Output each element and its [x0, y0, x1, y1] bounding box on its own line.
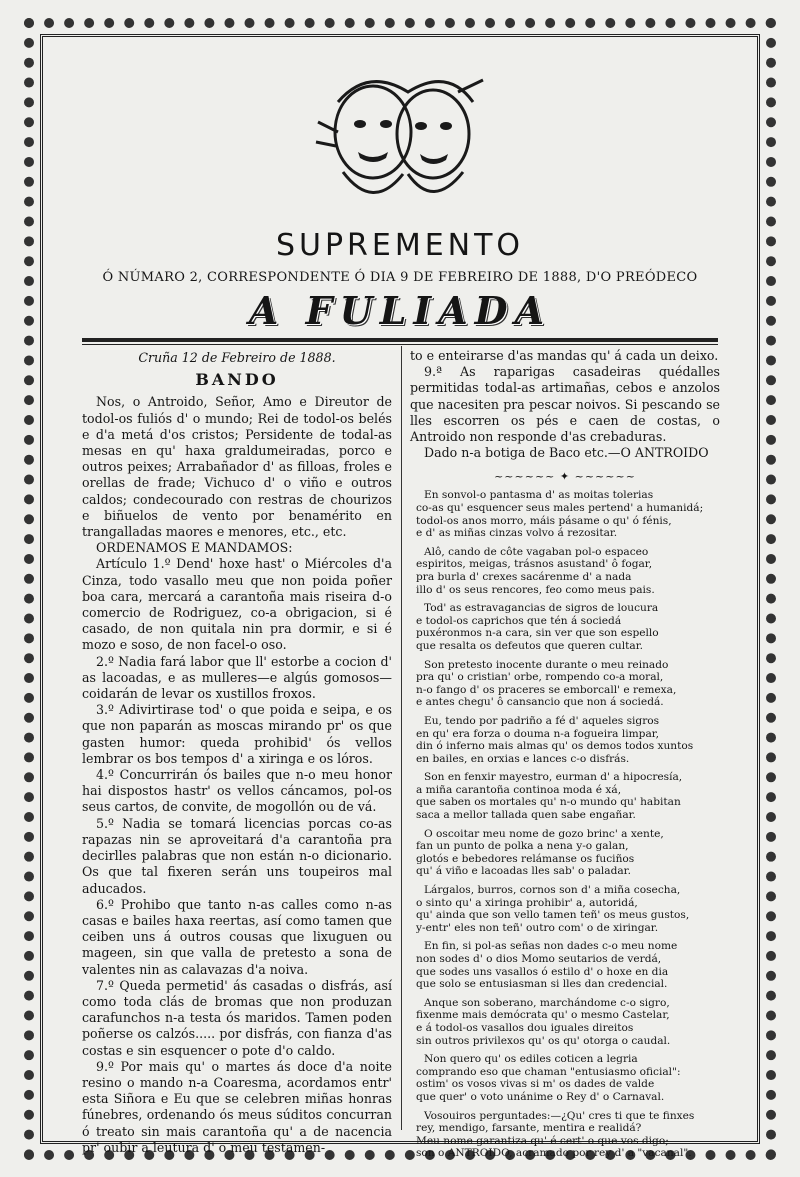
poem-line: y-entr' eles non teñ' outro com' o de xiringar. — [416, 921, 659, 934]
poem-line: rey, mendigo, farsante, mentira e realidá? — [416, 1122, 642, 1135]
header-rule — [82, 338, 718, 342]
poem-line: pra qu' o cristian' orbe, rompendo co-a moral, — [416, 671, 664, 684]
poem-stanza — [410, 546, 720, 596]
carnival-masks-illustration — [298, 62, 498, 212]
poem-line: e d' as miñas cinzas volvo á rezositar. — [416, 527, 618, 540]
left-column — [82, 348, 392, 1156]
poem-line: Meu nome garantiza qu' é cert' o que vos digo; — [416, 1134, 669, 1147]
poem-line: e antes chegu' ô cansancio que non á sociedá. — [416, 696, 664, 709]
poem-line: todol-os anos morro, máis pásame o qu' ó fénis, — [416, 514, 672, 527]
continuation-text: to e enteirarse d'as mandas qu' á cada un deixo. — [410, 348, 719, 363]
poem-stanza — [410, 1110, 720, 1160]
poem-line: glotós e bebedores relámanse os fuciños — [416, 852, 635, 865]
poem-stanza — [410, 940, 720, 990]
poem-stanza — [410, 489, 720, 539]
header-rule-thin — [82, 344, 718, 345]
poem-line: e todol-os caprichos que tén á sociedá — [416, 614, 622, 627]
poem-line: Alô, cando de côte vagaban pol-o espaceo — [424, 545, 649, 558]
signoff: Dado n-a botiga de Baco etc.—O ANTROIDO — [424, 445, 709, 461]
poem-line: e á todol-os vasallos dou iguales direitos — [416, 1021, 634, 1034]
poem-stanza — [410, 884, 720, 934]
article-4: 4.º Concurrirán ós bailes que n-o meu honor hai dispostos hastr' os vellos cáncamos, pol-os seus cartos, de convite, de mogollón ou de vá. — [82, 767, 392, 815]
poem-line: sin outros privilexos qu' os qu' otorga o caudal. — [416, 1034, 671, 1047]
poem-line: que resalta os defeutos que queren cultar. — [416, 639, 643, 652]
article-7: 7.º Queda permetid' ás casadas o disfrás, así como toda clás de bromas que non produzan carafunchos n-a testa ós maridos. Tamen poden poñerse os calzós..... por disfrás, con fianza d'as costas e sin esquencer o pote d'o caldo. — [82, 977, 392, 1058]
poem-line: o sinto qu' a xiringa prohibir' a, autoridá, — [416, 896, 638, 909]
poem-line: saca a mellor tallada quen sabe engañar. — [416, 809, 636, 822]
poem-line: co-as qu' esquencer seus males pertend' a humanidá; — [416, 502, 704, 515]
poem-line: fixenme mais demócrata qu' o mesmo Castelar, — [416, 1009, 670, 1022]
poem-stanza — [410, 771, 720, 821]
poem-line: que saben os mortales qu' n-o mundo qu' habitan — [416, 796, 681, 809]
poem-line: Non quero qu' os ediles coticen a legria — [424, 1053, 638, 1066]
poem-line: Anque son soberano, marchándome c-o sigro, — [424, 996, 670, 1009]
poem-line: puxéronmos n-a cara, sin ver que son espello — [416, 627, 659, 640]
poem-stanza — [410, 715, 720, 765]
poem-line: Tod' as estravagancias de sigros de loucura — [424, 602, 659, 615]
right-column — [410, 348, 720, 1166]
poem-stanza — [410, 828, 720, 878]
poem-line: non sodes d' o dios Momo seutarios de verdá, — [416, 953, 662, 966]
column-divider — [401, 346, 402, 1130]
poem-line: pra burla d' crexes sacárenme d' a nada — [416, 570, 632, 583]
poem-line: ostim' os vosos vivas si m' os dades de valde — [416, 1078, 655, 1091]
decree-line: ORDENAMOS E MANDAMOS: — [96, 540, 293, 556]
poem-line: En fin, si pol-as señas non dades c-o meu nome — [424, 940, 678, 953]
poem-line: que solo se entusiasman si lles dan credencial. — [416, 978, 668, 991]
poem-line: En sonvol-o pantasma d' as moitas tolerias — [424, 489, 654, 502]
poem-line: illo d' os seus rencores, feo como meus pais. — [416, 583, 655, 596]
article-3: 3.º Adivirtirase tod' o que poida e seipa, e os que non paparán as moscas mirando pr' os que gasten humor: queda prohibid' ós vellos lembrar os bos tempos d' a xiringa e os lóros. — [82, 702, 392, 766]
poem-line: qu' ainda que son vello tamen teñ' os meus gustos, — [416, 909, 690, 922]
poem-line: que sodes uns vasallos ó estilo d' o hoxe en dia — [416, 965, 669, 978]
article-2: 2.º Nadia fará labor que ll' estorbe a cocion d' as lacoadas, e as mulleres—e algús gomosos—coidarán de levar os xustillos froxos. — [82, 653, 392, 702]
poem-line: en qu' era forza o douma n-a fogueira limpar, — [416, 727, 660, 740]
intro-paragraph: Nos, o Antroido, Señor, Amo e Direutor de todol-os fuliós d' o mundo; Rei de todol-os belés e d'a metá d'os cristos; Persidente de todal-as mesas en qu' haxa graldumeiradas, porco e outros peixes; Arrabañador d' as filloas, froles e orellas de frade; Vichuco d' o viño e outros caldos; condecourado con restras de chourizos e biñuelos de vento por benamérito en trangalladas maores e menores, etc., etc. — [82, 394, 392, 540]
poem-line: en bailes, en orxias e lances c-o disfrás. — [416, 752, 630, 765]
issue-subtitle: Ó NÚMARO 2, CORRESPONDENTE Ó DIA 9 DE FEBREIRO DE 1888, D'O PREÓDECO — [102, 270, 698, 285]
article-1: Artículo 1.º Dend' hoxe hast' o Miércoles d'a Cinza, todo vasallo meu que non poida poñer boa cara, mercará a carantoña mais riseira d-o comercio de Rodriguez, co-a obrigacion, si é casado, de non quitala nin pra dormir, e si é mozo e soso, de non facel-o oso. — [82, 556, 392, 653]
poem-line: din ó inferno mais almas qu' os demos todos xuntos — [416, 740, 694, 753]
poem-line: espiritos, meigas, trásnos asustand' ô fogar, — [416, 558, 653, 571]
poem-stanza — [410, 997, 720, 1047]
poem-stanza — [410, 1053, 720, 1103]
poem-line: Vosouiros perguntades:—¿Qu' cres ti que te finxes — [424, 1109, 695, 1122]
poem-line: son o ANTROIDO, acramado por rey d' a "vacanal". — [416, 1147, 692, 1160]
poem-line: comprando eso que chaman "entusiasmo oficial": — [416, 1065, 681, 1078]
supplement-title: SUPREMENTO — [275, 228, 525, 263]
poem-line: Son en fenxir mayestro, eurman d' a hipocresía, — [424, 771, 683, 784]
poem-stanza — [410, 659, 720, 709]
article-9: 9.º Por mais qu' o martes ás doce d'a noite resino o mando n-a Coaresma, acordamos entr' esta Siñora e Eu que se celebren miñas honras fúnebres, ordenando ós meus súditos concurran ó treato sin mais carantoña qu' a de nacencia pr' oubir a leutura d' o meu testamen- — [82, 1058, 392, 1155]
poem-line: Eu, tendo por padriño a fé d' aqueles sigros — [424, 714, 660, 727]
article-5: 5.º Nadia se tomará licencias porcas co-as rapazas nin se aproveitará d'a carantoña pra decirlles palabras que non están n-o dicionario. Os que tal fixeren serán uns toupeiros mal aducados. — [82, 815, 392, 896]
masthead-title: A FULIADA — [248, 288, 552, 333]
poem-line: n-o fango d' os praceres se emborcall' e remexa, — [416, 683, 677, 696]
poem-line: O oscoitar meu nome de gozo brinc' a xente, — [424, 827, 664, 840]
poem-line: qu' á viño e lacoadas lles sab' o paladar. — [416, 865, 631, 878]
poem-line: a miña carantoña continoa moda é xá, — [416, 783, 622, 796]
article-9b: 9.ª As raparigas casadeiras quédalles permitidas todal-as artimañas, cebos e anzolos que nacesiten pra pescar noivos. Si pescando se lles escorren os pés e caen de costas, o Antroido non responde d'as crebaduras. — [410, 364, 720, 445]
poem-line: fan un punto de polka a nena y-o galan, — [416, 840, 629, 853]
article-6: 6.º Prohibo que tanto n-as calles como n-as casas e bailes haxa reertas, así como tamen que ceiben uns á outros cousas que lixuguen ou mageen, sin que valla de pretesto a sona de valentes nin as calavazas d'a noiva. — [82, 896, 392, 977]
dateline: Cruña 12 de Febreiro de 1888. — [138, 350, 336, 365]
poem-line: Son pretesto inocente durante o meu reinado — [424, 658, 669, 671]
poem — [410, 489, 720, 1160]
poem-line: Lárgalos, burros, cornos son d' a miña cosecha, — [424, 884, 681, 897]
section-heading: BANDO — [195, 370, 279, 390]
poem-stanza — [410, 602, 720, 652]
ornament-divider-icon: ~~~~~~ ✦ ~~~~~~ — [494, 470, 636, 484]
poem-line: que quer' o voto unánime o Rey d' o Carnaval. — [416, 1090, 665, 1103]
